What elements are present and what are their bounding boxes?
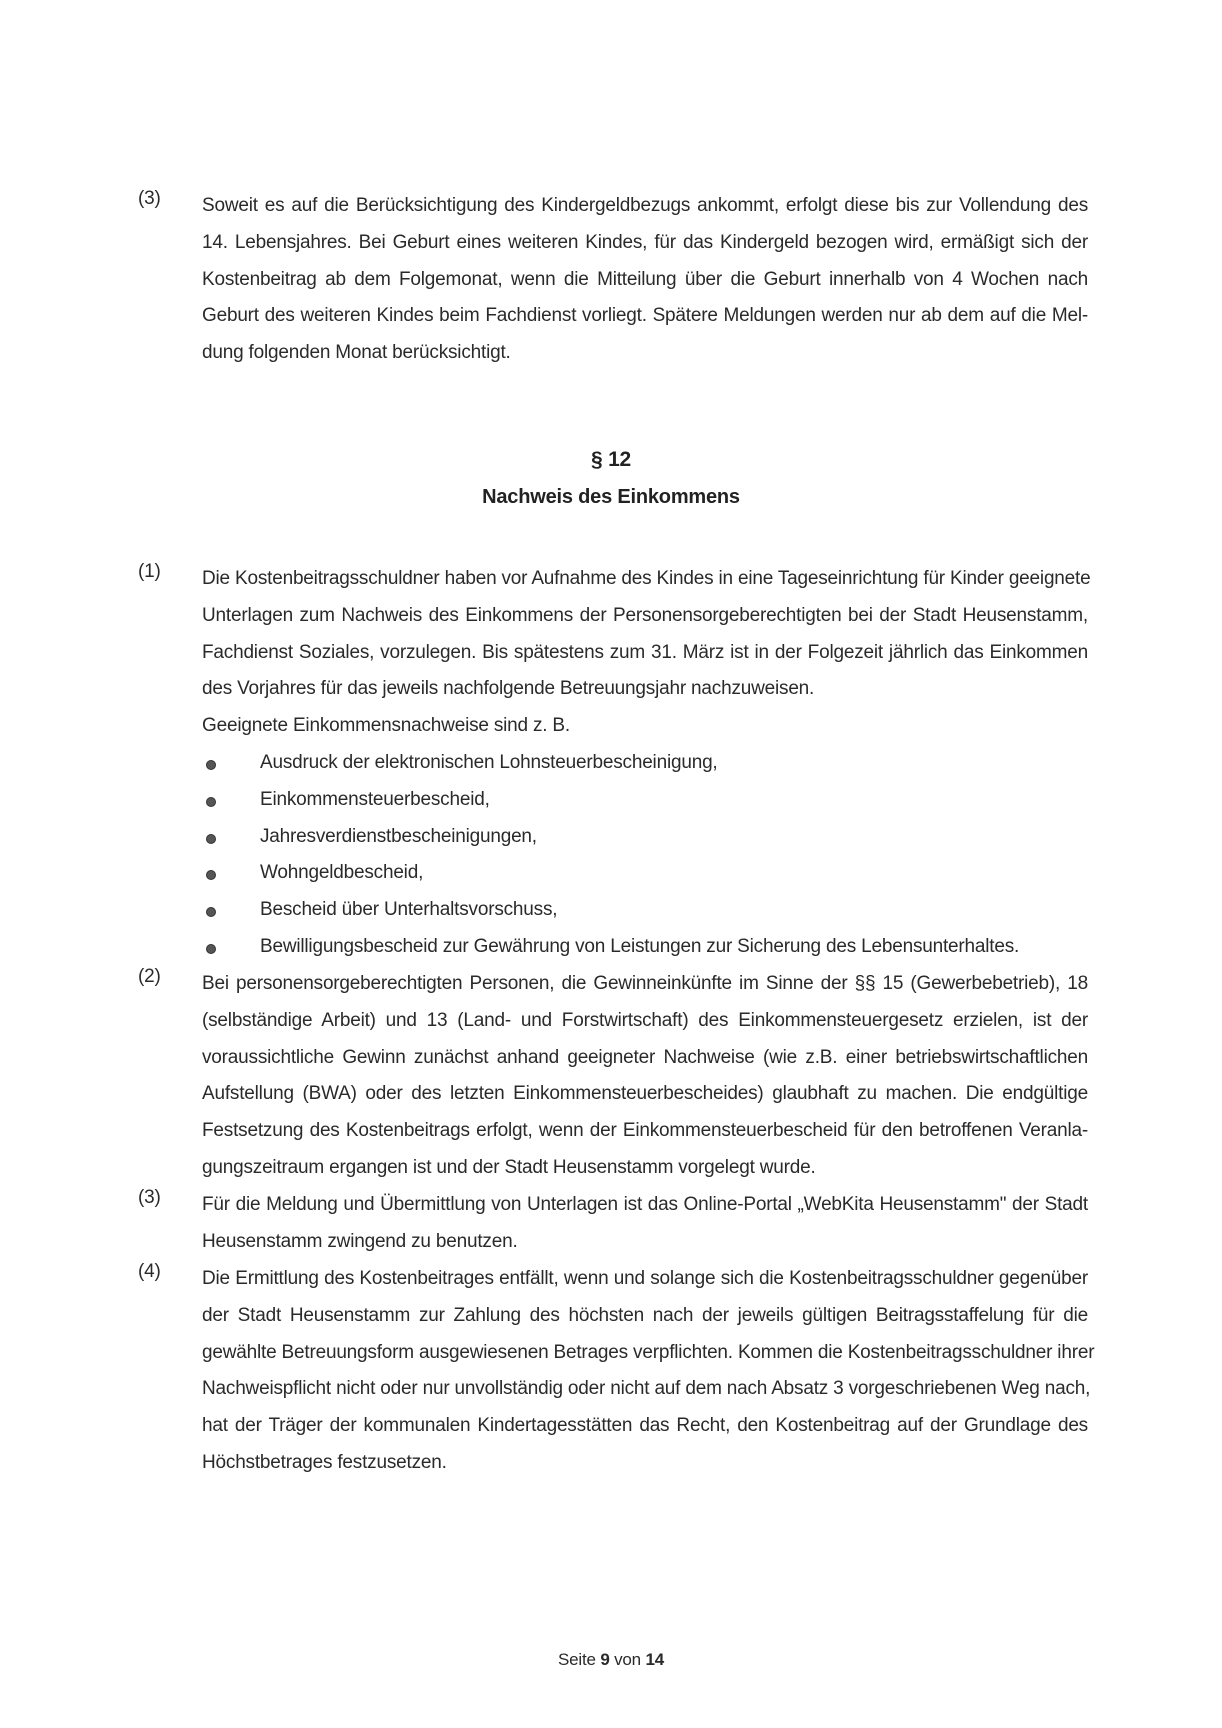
text-line: Aufstellung (BWA) oder des letzten Einkommensteuerbescheides) glaubhaft zu machen. Die endgültige [202,1083,1088,1105]
list-item: Einkommensteuerbescheid, [202,782,1088,819]
paragraph-number: (2) [138,966,161,987]
paragraph-number: (3) [138,188,161,209]
text-line: Die Ermittlung des Kostenbeitrages entfällt, wenn und solange sich die Kostenbeitragsschuldner gegenüber [202,1268,1088,1289]
text-line: gungszeitraum ergangen ist und der Stadt Heusenstamm vorgelegt wurde. [202,1156,816,1178]
text-line: Kostenbeitrag ab dem Folgemonat, wenn die Mitteilung über die Geburt innerhalb von 4 Wochen nach [202,268,1088,290]
bullet-icon [206,760,216,770]
text-line: Bei personensorgeberechtigten Personen, die Gewinneinkünfte im Sinne der §§ 15 (Gewerbebetrieb), 18 [202,973,1088,994]
text-line: Nachweispflicht nicht oder nur unvollständig oder nicht auf dem nach Absatz 3 vorgeschriebenen Weg nach, [202,1378,1091,1400]
footer-total-pages: 14 [645,1650,664,1669]
text-line: der Stadt Heusenstamm zur Zahlung des höchsten nach der jeweils gültigen Beitragsstaffelung für die [202,1304,1088,1326]
list-item: Ausdruck der elektronischen Lohnsteuerbescheinigung, [202,745,1088,782]
text-line: Für die Meldung und Übermittlung von Unterlagen ist das Online-Portal „WebKita Heusenstamm" der Stadt [202,1194,1088,1215]
text-line: dung folgenden Monat berücksichtigt. [202,342,511,364]
page-footer [0,1650,1222,1670]
list-item: Wohngeldbescheid, [202,855,1088,892]
text-line: hat der Träger der kommunalen Kindertagesstätten das Recht, den Kostenbeitrag auf der Grundlage des [202,1415,1088,1437]
list-item: Jahresverdienstbescheinigungen, [202,819,1088,856]
text-line: Unterlagen zum Nachweis des Einkommens der Personensorgeberechtigten bei der Stadt Heusenstamm, [202,604,1088,626]
paragraph-number: (3) [138,1187,161,1208]
text-line: (selbständige Arbeit) und 13 (Land- und Forstwirtschaft) des Einkommensteuergesetz erzielen, ist der [202,1009,1088,1031]
text-line: voraussichtliche Gewinn zunächst anhand geeigneter Nachweise (wie z.B. einer betriebswirtschaftlichen [202,1046,1088,1068]
footer-current-page: 9 [600,1650,610,1669]
bullet-icon [206,907,216,917]
paragraph-number: (1) [138,561,161,582]
footer-middle: von [614,1650,641,1669]
text-line: gewählte Betreuungsform ausgewiesenen Betrages verpflichten. Kommen die Kostenbeitragsschuldner ihrer [202,1341,1095,1363]
section-title: Nachweis des Einkommens [482,486,740,508]
paragraph-1 [138,561,1091,966]
text-line: des Vorjahres für das jeweils nachfolgende Betreuungsjahr nachzuweisen. [202,678,815,700]
income-proof-list [202,745,1088,966]
paragraph-3-kindergeld [138,188,1088,372]
text-line: 14. Lebensjahres. Bei Geburt eines weiteren Kindes, für das Kindergeld bezogen wird, ermäßigt sich der [202,231,1088,253]
list-item: Bewilligungsbescheid zur Gewährung von Leistungen zur Sicherung des Lebensunterhaltes. [202,929,1088,966]
text-line: Fachdienst Soziales, vorzulegen. Bis spätestens zum 31. März ist in der Folgezeit jährlich das Einkommen [202,641,1088,663]
text-line: Die Kostenbeitragsschuldner haben vor Aufnahme des Kindes in eine Tageseinrichtung für Kinder geeignete [202,568,1091,589]
bullet-icon [206,870,216,880]
paragraph-number: (4) [138,1261,161,1282]
section-symbol: § 12 [590,448,632,471]
bullet-icon [206,797,216,807]
footer-prefix: Seite [558,1650,596,1669]
paragraph-4 [138,1261,1095,1482]
list-item: Bescheid über Unterhaltsvorschuss, [202,892,1088,929]
text-line: Geburt des weiteren Kindes beim Fachdienst vorliegt. Spätere Meldungen werden nur ab dem auf die Mel- [202,305,1088,327]
bullet-intro: Geeignete Einkommensnachweise sind z. B. [202,715,570,737]
text-line: Soweit es auf die Berücksichtigung des Kindergeldbezugs ankommt, erfolgt diese bis zur Vollendung des [202,195,1088,216]
paragraph-2 [138,966,1088,1187]
paragraph-3-webkita [138,1187,1088,1261]
text-line: Höchstbetrages festzusetzen. [202,1451,447,1473]
bullet-icon [206,944,216,954]
text-line: Heusenstamm zwingend zu benutzen. [202,1230,518,1252]
text-line: Festsetzung des Kostenbeitrags erfolgt, wenn der Einkommensteuerbescheid für den betroffenen Veranla- [202,1120,1088,1142]
bullet-icon [206,834,216,844]
